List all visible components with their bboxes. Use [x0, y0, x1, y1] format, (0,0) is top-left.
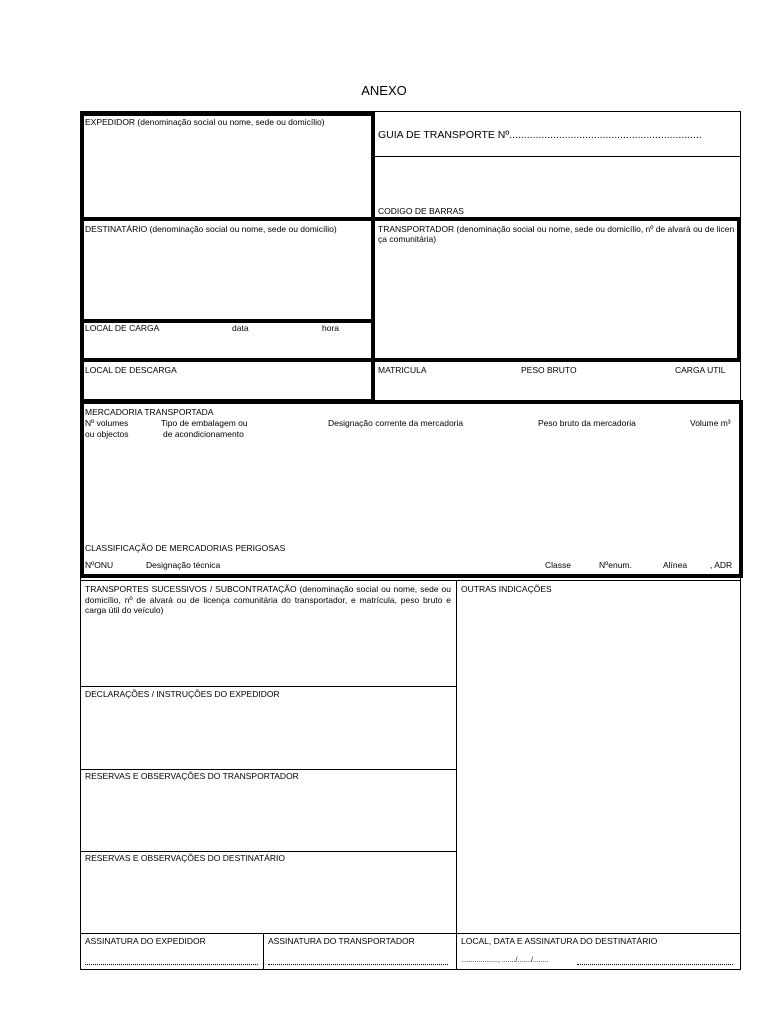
assinatura-transportador-line[interactable]: [268, 964, 448, 965]
expedidor-box: [80, 112, 375, 221]
designacao-label: Designação corrente da mercadoria: [328, 418, 464, 428]
codigo-barras-label: CODIGO DE BARRAS: [378, 206, 464, 216]
reservas-destinatario-label: RESERVAS E OBSERVAÇÕES DO DESTINATÁRIO: [85, 853, 285, 863]
adr-label: , ADR: [710, 560, 733, 570]
guia-label: GUIA DE TRANSPORTE Nº..................................................................: [378, 129, 702, 141]
local-carga-label: LOCAL DE CARGA: [85, 323, 160, 333]
transportador-label-2: ça comunitária): [378, 234, 437, 244]
carga-util-label: CARGA UTIL: [675, 365, 726, 375]
classe-label: Classe: [545, 560, 571, 570]
page-title: ANEXO: [361, 83, 407, 98]
local-descarga-label: LOCAL DE DESCARGA: [85, 365, 177, 375]
expedidor-label: EXPEDIDOR (denominação social ou nome, sede ou domicílio): [85, 117, 325, 127]
date-field[interactable]: ..................., ......./......./........: [461, 957, 549, 964]
declaracoes-label: DECLARAÇÕES / INSTRUÇÕES DO EXPEDIDOR: [85, 689, 280, 699]
nonu-label: NºONU: [85, 560, 114, 570]
numeracao-label: Nºenum.: [599, 560, 632, 570]
assinatura-divider: [263, 933, 264, 970]
declaracoes-line: [80, 686, 456, 687]
peso-mercadoria-label: Peso bruto da mercadoria: [538, 418, 636, 428]
peso-bruto-label: PESO BRUTO: [521, 365, 577, 375]
outras-indicacoes-label: OUTRAS INDICAÇÕES: [461, 584, 552, 594]
n-volumes-label: Nº volumes: [85, 418, 129, 428]
data-label: data: [232, 323, 249, 333]
matricula-label: MATRICULA: [378, 365, 427, 375]
objectos-label: ou objectos: [85, 429, 129, 439]
guia-divider: [375, 156, 740, 157]
reservas-destinatario-line: [80, 851, 456, 852]
alinea-label: Alínea: [663, 560, 688, 570]
middle-divider: [456, 580, 457, 970]
mercadoria-heading: MERCADORIA TRANSPORTADA: [85, 407, 214, 417]
tipo-embalagem-label: Tipo de embalagem ou: [161, 418, 248, 428]
volume-label: Volume m³: [690, 418, 731, 428]
classificacao-label: CLASSIFICAÇÃO DE MERCADORIAS PERIGOSAS: [85, 543, 286, 553]
assinatura-expedidor-line[interactable]: [85, 964, 258, 965]
mercadoria-bottom-line: [80, 580, 741, 581]
assinatura-destinatario-line[interactable]: [577, 964, 733, 965]
transportador-label-1: TRANSPORTADOR (denominação social ou nome, sede ou domicílio, nº de alvarà ou de licen: [378, 224, 735, 234]
transportes-sucessivos-label: TRANSPORTES SUCESSIVOS / SUBCONTRATAÇÃO (denominação social ou nome, sede ou domicílio, nº de alvará ou de licença comunitária do transportador, e matrícula, peso bruto e carga útil do veículo): [85, 584, 451, 615]
destinatario-label: DESTINATÁRIO (denominação social ou nome, sede ou domicílio): [85, 224, 337, 234]
reservas-transportador-label: RESERVAS E OBSERVAÇÕES DO TRANSPORTADOR: [85, 771, 299, 781]
designacao-tecnica-label: Designação técnica: [146, 560, 221, 570]
assinaturas-line: [80, 933, 741, 934]
assinatura-expedidor-label: ASSINATURA DO EXPEDIDOR: [85, 936, 206, 946]
matricula-bottom-line: [371, 401, 741, 402]
acondicionamento-label: de acondicionamento: [163, 429, 244, 439]
assinatura-transportador-label: ASSINATURA DO TRANSPORTADOR: [268, 936, 415, 946]
reservas-transportador-line: [80, 769, 456, 770]
hora-label: hora: [322, 323, 340, 333]
local-data-assinatura-label: LOCAL, DATA E ASSINATURA DO DESTINATÁRIO: [461, 936, 658, 946]
